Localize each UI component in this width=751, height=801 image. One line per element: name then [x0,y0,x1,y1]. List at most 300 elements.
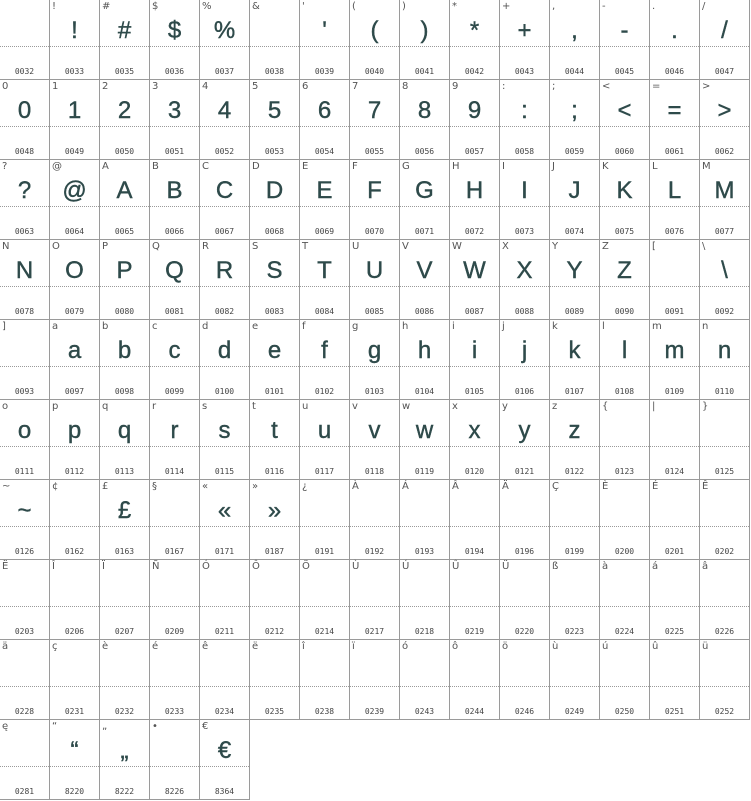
glyph-sample: : [521,97,528,124]
glyph-sample: t [271,417,278,444]
glyph-cell-0228 [0,640,50,720]
glyph-code: 0238 [314,707,335,716]
glyph-label: w [402,401,411,412]
glyph-code: 0126 [14,547,35,556]
baseline-guide [200,526,249,527]
glyph-label: C [202,161,209,172]
glyph-code: 0203 [14,627,35,636]
glyph-cell-0171 [200,480,250,560]
glyph-cell-0118 [350,400,400,480]
glyph-label: » [252,481,259,492]
glyph-sample: 1 [67,97,82,124]
glyph-code: 0105 [464,387,485,396]
glyph-cell-0163 [100,480,150,560]
glyph-sample: 8 [417,97,432,124]
baseline-guide [600,526,649,527]
glyph-cell-0091 [650,240,700,320]
baseline-guide [200,206,249,207]
glyph-label: 9 [452,81,459,92]
glyph-sample: 2 [117,97,132,124]
glyph-label: J [552,161,555,172]
glyph-sample: W [463,257,486,284]
glyph-cell-0063 [0,160,50,240]
baseline-guide [700,206,749,207]
glyph-cell-0090 [600,240,650,320]
glyph-sample: @ [62,177,87,204]
glyph-code: 0056 [414,147,435,156]
glyph-code: 0040 [364,67,385,76]
glyph-label: } [702,401,709,412]
glyph-label: O [52,241,60,252]
glyph-code: 0075 [614,227,635,236]
baseline-guide [250,446,299,447]
glyph-code: 8220 [64,787,85,796]
glyph-label: ¿ [302,481,308,492]
baseline-guide [200,366,249,367]
glyph-sample: / [721,17,728,44]
glyph-code: 0106 [514,387,535,396]
glyph-code: 0218 [414,627,435,636]
baseline-guide [50,286,99,287]
glyph-sample: 0 [17,97,32,124]
glyph-label: 7 [352,81,359,92]
baseline-guide [700,366,749,367]
glyph-cell-0046 [650,0,700,80]
glyph-label: é [152,641,159,652]
baseline-guide [600,46,649,47]
glyph-cell-0098 [100,320,150,400]
glyph-cell-0244 [450,640,500,720]
glyph-code: 0122 [564,467,585,476]
glyph-cell-0224 [600,560,650,640]
baseline-guide [300,446,349,447]
glyph-sample: „ [120,737,129,764]
glyph-cell-0044 [550,0,600,80]
baseline-guide [600,286,649,287]
glyph-code: 0224 [614,627,635,636]
glyph-cell-0246 [500,640,550,720]
glyph-label: N [2,241,10,252]
baseline-guide [650,286,699,287]
glyph-sample: d [217,337,232,364]
glyph-cell-0232 [100,640,150,720]
glyph-cell-0201 [650,480,700,560]
glyph-cell-0103 [350,320,400,400]
baseline-guide [450,286,499,287]
glyph-cell-0199 [550,480,600,560]
baseline-guide [600,366,649,367]
glyph-cell-0187 [250,480,300,560]
glyph-code: 0035 [114,67,135,76]
glyph-code: 0191 [314,547,335,556]
glyph-cell-0067 [200,160,250,240]
glyph-cell-0054 [300,80,350,160]
baseline-guide [500,446,549,447]
glyph-code: 0077 [714,227,735,236]
glyph-label: q [102,401,109,412]
glyph-label: £ [102,481,109,492]
glyph-cell-0045 [600,0,650,80]
glyph-code: 0080 [114,307,135,316]
glyph-label: Ï [102,561,105,572]
baseline-guide [400,526,449,527]
glyph-code: 0055 [364,147,385,156]
glyph-code: 0219 [464,627,485,636]
glyph-cell-0043 [500,0,550,80]
glyph-cell-0059 [550,80,600,160]
glyph-cell-0249 [550,640,600,720]
glyph-cell-0251 [650,640,700,720]
glyph-sample: + [517,17,532,44]
baseline-guide [0,46,49,47]
glyph-label: ! [52,1,57,12]
glyph-label: r [152,401,157,412]
glyph-label: 3 [152,81,159,92]
glyph-label: ß [552,561,559,572]
glyph-code: 0194 [464,547,485,556]
glyph-code: 0112 [64,467,85,476]
glyph-label: { [602,401,609,412]
glyph-label: Ë [2,561,9,572]
glyph-label: : [502,81,506,92]
glyph-sample: s [218,417,231,444]
glyph-cell-0209 [150,560,200,640]
glyph-cell-8222 [100,720,150,800]
glyph-cell-0200 [600,480,650,560]
glyph-label: \ [702,241,706,252]
glyph-cell-0235 [250,640,300,720]
baseline-guide [400,606,449,607]
baseline-guide [550,686,599,687]
baseline-guide [250,686,299,687]
glyph-label: % [202,1,212,12]
baseline-guide [250,46,299,47]
glyph-sample: n [717,337,732,364]
glyph-sample: C [215,177,234,204]
baseline-guide [350,526,399,527]
glyph-label: j [502,321,505,332]
glyph-label: è [102,641,109,652]
glyph-cell-0035 [100,0,150,80]
glyph-code: 0044 [564,67,585,76]
glyph-sample: O [65,257,84,284]
glyph-sample: m [664,337,685,364]
glyph-cell-0088 [500,240,550,320]
glyph-label: T [302,241,309,252]
glyph-code: 0121 [514,467,535,476]
glyph-code: 0065 [114,227,135,236]
baseline-guide [500,46,549,47]
glyph-label: c [152,321,158,332]
baseline-guide [300,206,349,207]
glyph-sample: “ [70,737,79,764]
glyph-code: 0069 [314,227,335,236]
glyph-cell-0076 [650,160,700,240]
glyph-cell-0114 [150,400,200,480]
glyph-sample: X [516,257,533,284]
baseline-guide [150,766,199,767]
glyph-code: 0098 [114,387,135,396]
glyph-label: • [152,721,158,732]
glyph-label: Ç [552,481,559,492]
glyph-code: 0087 [464,307,485,316]
glyph-code: 0057 [464,147,485,156]
glyph-sample: h [417,337,432,364]
baseline-guide [350,686,399,687]
glyph-label: È [602,481,609,492]
baseline-guide [600,686,649,687]
baseline-guide [50,126,99,127]
glyph-code: 0206 [64,627,85,636]
glyph-code: 0250 [614,707,635,716]
glyph-cell-0202 [700,480,750,560]
glyph-cell-0111 [0,400,50,480]
glyph-sample: x [468,417,481,444]
glyph-sample: . [671,17,678,44]
glyph-label: > [702,81,711,92]
glyph-sample: % [213,17,236,44]
glyph-code: 0124 [664,467,685,476]
glyph-label: Ó [202,561,210,572]
glyph-code: 0062 [714,147,735,156]
glyph-label: € [202,721,209,732]
baseline-guide [600,606,649,607]
glyph-label: u [302,401,309,412]
glyph-sample: M [714,177,735,204]
glyph-label: á [652,561,659,572]
glyph-code: 0244 [464,707,485,716]
baseline-guide [550,606,599,607]
glyph-cell-0219 [450,560,500,640]
glyph-label: f [302,321,306,332]
glyph-cell-0226 [700,560,750,640]
baseline-guide [600,206,649,207]
glyph-code: 0207 [114,627,135,636]
glyph-code: 0249 [564,707,585,716]
glyph-label: i [452,321,455,332]
glyph-code: 0097 [64,387,85,396]
glyph-label: ¢ [52,481,59,492]
baseline-guide [150,686,199,687]
baseline-guide [400,126,449,127]
glyph-cell-0203 [0,560,50,640]
glyph-cell-0211 [200,560,250,640]
glyph-code: 0050 [114,147,135,156]
glyph-label: t [252,401,256,412]
glyph-cell-0110 [700,320,750,400]
baseline-guide [650,606,699,607]
glyph-label: ô [452,641,459,652]
glyph-code: 0192 [364,547,385,556]
glyph-cell-0085 [350,240,400,320]
baseline-guide [550,46,599,47]
baseline-guide [200,446,249,447]
glyph-cell-0047 [700,0,750,80]
glyph-code: 0228 [14,707,35,716]
glyph-label: Ö [302,561,310,572]
baseline-guide [700,686,749,687]
glyph-label: @ [52,161,62,172]
glyph-cell-0099 [150,320,200,400]
glyph-cell-0192 [350,480,400,560]
glyph-sample: - [620,17,629,44]
glyph-sample: ! [71,17,78,44]
glyph-label: - [602,1,606,12]
glyph-sample: z [568,417,581,444]
glyph-label: â [702,561,709,572]
glyph-code: 0115 [214,467,235,476]
glyph-sample: , [571,17,578,44]
baseline-guide [450,686,499,687]
glyph-code: 0281 [14,787,35,796]
glyph-label: Ô [252,561,260,572]
glyph-label: Z [602,241,609,252]
baseline-guide [550,286,599,287]
glyph-label: ç [52,641,58,652]
glyph-label: „ [102,721,108,732]
glyph-label: < [602,81,611,92]
glyph-cell-0217 [350,560,400,640]
glyph-code: 0123 [614,467,635,476]
glyph-code: 0117 [314,467,335,476]
glyph-sample: Y [566,257,583,284]
baseline-guide [500,126,549,127]
glyph-sample: \ [721,257,728,284]
glyph-label: À [352,481,359,492]
glyph-code: 0041 [414,67,435,76]
glyph-label: Y [552,241,559,252]
glyph-code: 0079 [64,307,85,316]
baseline-guide [500,366,549,367]
glyph-cell-0061 [650,80,700,160]
glyph-code: 0060 [614,147,635,156]
glyph-cell-0104 [400,320,450,400]
glyph-sample: K [616,177,633,204]
glyph-sample: * [469,17,480,44]
baseline-guide [450,526,499,527]
glyph-label: M [702,161,711,172]
glyph-cell-0089 [550,240,600,320]
glyph-code: 0033 [64,67,85,76]
glyph-code: 0162 [64,547,85,556]
glyph-code: 0047 [714,67,735,76]
glyph-cell-0073 [500,160,550,240]
glyph-cell-0080 [100,240,150,320]
glyph-code: 0167 [164,547,185,556]
glyph-sample: « [217,497,232,524]
glyph-code: 8222 [114,787,135,796]
glyph-sample: i [471,337,478,364]
baseline-guide [300,46,349,47]
baseline-guide [700,446,749,447]
baseline-guide [400,286,449,287]
baseline-guide [350,446,399,447]
glyph-cell-0083 [250,240,300,320]
glyph-label: 1 [52,81,59,92]
glyph-cell-0223 [550,560,600,640]
glyph-label: E [302,161,309,172]
glyph-cell-0071 [400,160,450,240]
glyph-code: 0125 [714,467,735,476]
baseline-guide [700,126,749,127]
glyph-sample: q [117,417,132,444]
glyph-label: H [452,161,460,172]
glyph-cell-0066 [150,160,200,240]
glyph-cell-0212 [250,560,300,640]
glyph-cell-0125 [700,400,750,480]
glyph-sample: » [267,497,282,524]
glyph-code: 0251 [664,707,685,716]
glyph-cell-0039 [300,0,350,80]
glyph-cell-0070 [350,160,400,240]
baseline-guide [550,206,599,207]
glyph-code: 0223 [564,627,585,636]
glyph-code: 8364 [214,787,235,796]
glyph-label: = [652,81,661,92]
glyph-label: § [152,481,157,492]
glyph-label: à [602,561,609,572]
glyph-code: 0061 [664,147,685,156]
glyph-cell-0078 [0,240,50,320]
glyph-code: 0043 [514,67,535,76]
baseline-guide [250,366,299,367]
glyph-label: ? [2,161,8,172]
glyph-code: 0163 [114,547,135,556]
glyph-label: G [402,161,410,172]
glyph-label: Ú [402,561,410,572]
baseline-guide [550,366,599,367]
glyph-sample: o [17,417,32,444]
glyph-code: 0049 [64,147,85,156]
baseline-guide [150,46,199,47]
glyph-label: o [2,401,9,412]
baseline-guide [50,766,99,767]
glyph-sample: k [568,337,581,364]
glyph-cell-0050 [100,80,150,160]
glyph-label: ] [2,321,6,332]
glyph-sample: J [568,177,581,204]
glyph-cell-8220 [50,720,100,800]
glyph-sample: I [521,177,528,204]
glyph-cell-0117 [300,400,350,480]
glyph-code: 0187 [264,547,285,556]
glyph-code: 8226 [164,787,185,796]
glyph-cell-0193 [400,480,450,560]
baseline-guide [0,366,49,367]
baseline-guide [400,366,449,367]
glyph-label: g [352,321,359,332]
glyph-cell-0231 [50,640,100,720]
glyph-label: ï [352,641,355,652]
glyph-label: Ù [352,561,360,572]
glyph-label: , [552,1,556,12]
glyph-code: 0119 [414,467,435,476]
glyph-code: 0100 [214,387,235,396]
glyph-code: 0209 [164,627,185,636]
glyph-cell-0042 [450,0,500,80]
glyph-label: 8 [402,81,409,92]
glyph-label: ó [402,641,409,652]
glyph-sample: 3 [167,97,182,124]
glyph-code: 0233 [164,707,185,716]
glyph-cell-0033 [50,0,100,80]
baseline-guide [550,526,599,527]
glyph-label: Á [402,481,409,492]
glyph-cell-0115 [200,400,250,480]
glyph-label: # [102,1,111,12]
glyph-label: ö [502,641,509,652]
glyph-sample: P [116,257,133,284]
